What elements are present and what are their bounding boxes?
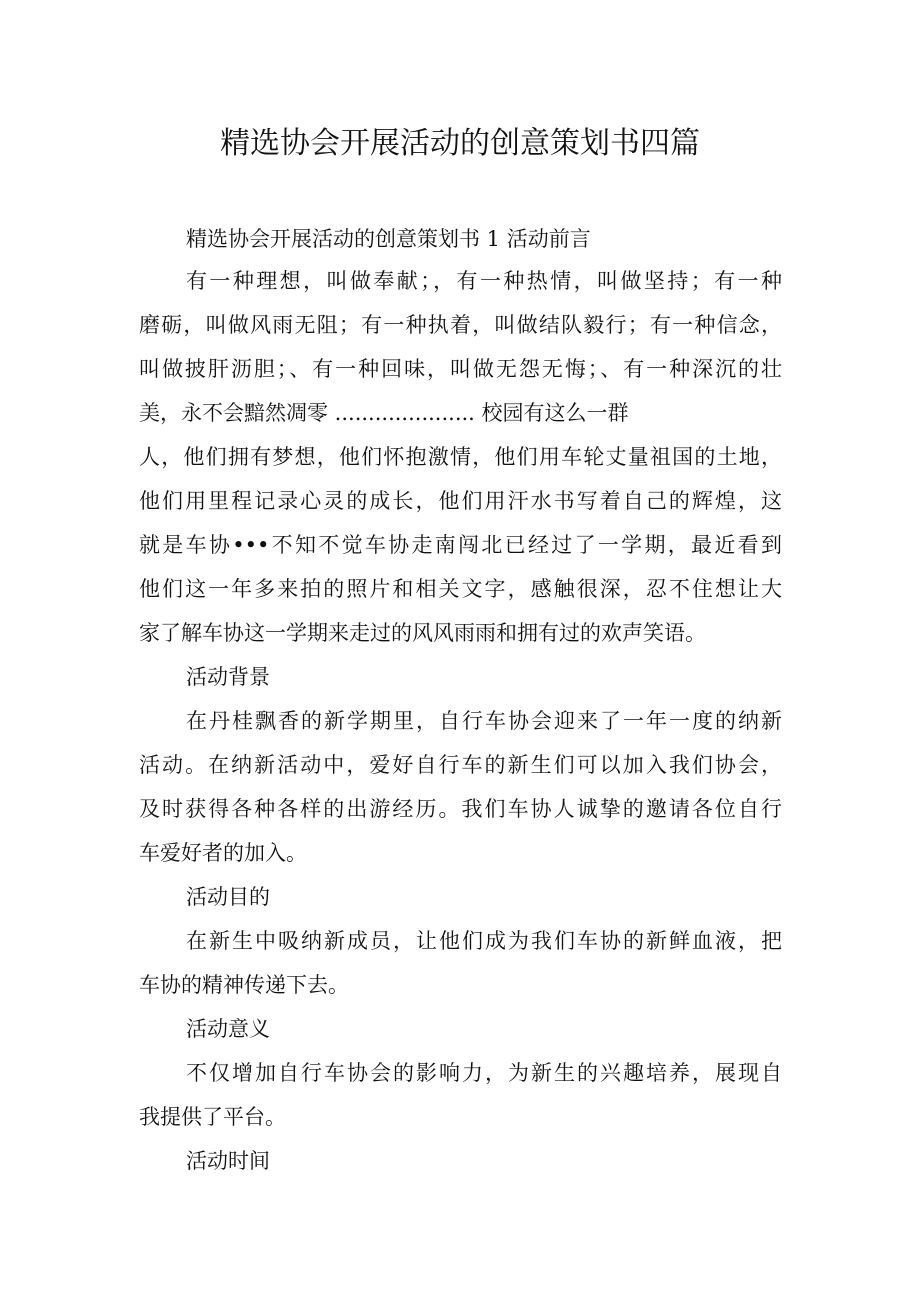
section-heading: 活动背景 (186, 665, 270, 689)
paragraph-line: 人，他们拥有梦想，他们怀抱激情，他们用车轮丈量祖国的土地， (139, 445, 782, 469)
paragraph-line: 家了解车协这一学期来走过的风风雨雨和拥有过的欢声笑语。 (139, 621, 706, 645)
paragraph-line: 他们这一年多来拍的照片和相关文字，感触很深，忍不住想让大 (139, 577, 782, 601)
paragraph-line: 美，永不会黯然凋零 ..................... 校园有这么一群 (139, 401, 629, 425)
paragraph-line: 叫做披肝沥胆；、有一种回味，叫做无怨无悔；、有一种深沉的壮 (139, 357, 782, 381)
paragraph-line: 在新生中吸纳新成员，让他们成为我们车协的新鲜血液，把 (186, 929, 782, 953)
paragraph-line: 他们用里程记录心灵的成长，他们用汗水书写着自己的辉煌，这 (139, 489, 782, 513)
document-title: 精选协会开展活动的创意策划书四篇 (220, 126, 700, 161)
paragraph-line: 就是车协•••不知不觉车协走南闯北已经过了一学期，最近看到 (139, 533, 782, 557)
section-heading: 活动时间 (186, 1149, 270, 1173)
section-heading: 活动意义 (186, 1017, 270, 1041)
subtitle-line: 精选协会开展活动的创意策划书 1 活动前言 (186, 227, 591, 251)
paragraph-line: 在丹桂飘香的新学期里，自行车协会迎来了一年一度的纳新 (186, 709, 782, 733)
paragraph-line: 车协的精神传递下去。 (139, 973, 349, 997)
paragraph-line: 及时获得各种各样的出游经历。我们车协人诚挚的邀请各位自行 (139, 797, 782, 821)
paragraph-line: 我提供了平台。 (139, 1105, 286, 1129)
paragraph-line: 磨砺，叫做风雨无阻；有一种执着，叫做结队毅行；有一种信念， (139, 313, 782, 337)
paragraph-line: 不仅增加自行车协会的影响力，为新生的兴趣培养，展现自 (186, 1061, 782, 1085)
paragraph-line: 活动。在纳新活动中，爱好自行车的新生们可以加入我们协会， (139, 753, 782, 777)
section-heading: 活动目的 (186, 885, 270, 909)
paragraph-line: 有一种理想，叫做奉献；，有一种热情，叫做坚持；有一种 (186, 269, 782, 293)
paragraph-line: 车爱好者的加入。 (139, 841, 307, 865)
